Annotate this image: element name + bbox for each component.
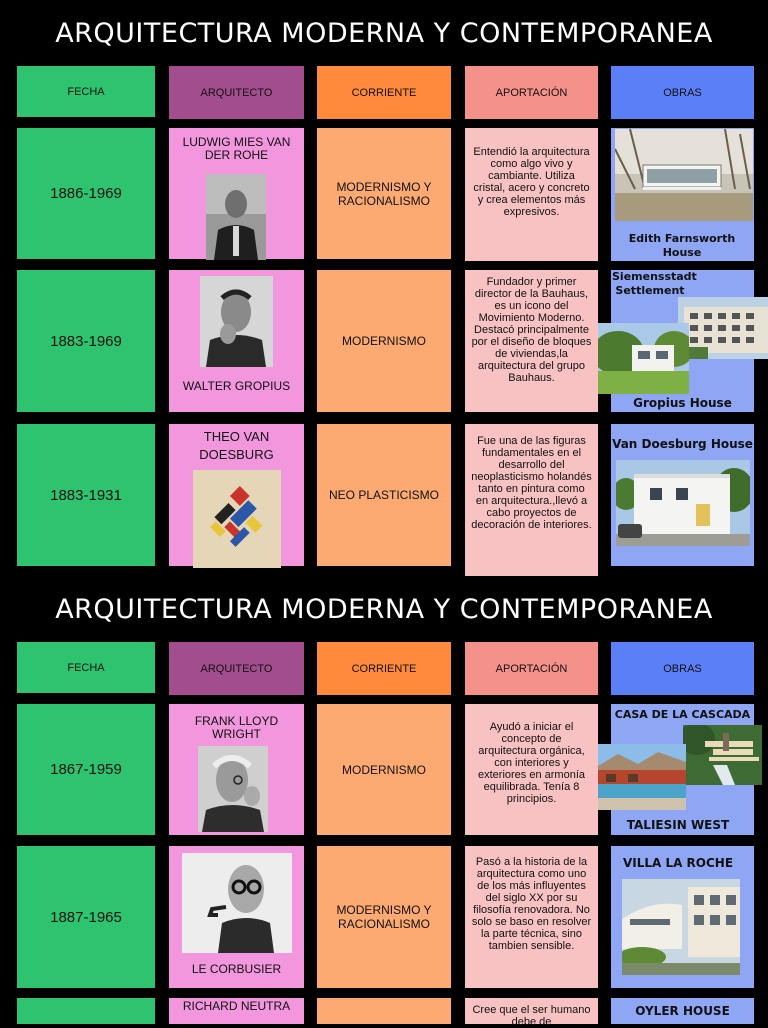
arquitecto-label xyxy=(169,378,304,394)
fecha-cell xyxy=(17,128,155,259)
obra-label: Edith Farnsworth House xyxy=(628,232,736,259)
architect-portrait xyxy=(198,746,268,832)
arquitecto-label xyxy=(169,961,304,977)
corriente-cell xyxy=(317,846,451,988)
aportacion-text: Fue una de las figuras fundamentales en el desarrollo del neoplasticismo holandés tanto en pintura como en arquitectura.,llevó a cabo proyectos de decoración de interiores. xyxy=(471,435,592,531)
fecha-text: 1886-1969 xyxy=(50,185,122,202)
architect-portrait xyxy=(200,276,273,367)
architect-portrait xyxy=(182,853,292,953)
fallingwater-photo xyxy=(683,725,762,785)
aportacion-cell xyxy=(465,424,598,576)
fecha-text: 1883-1969 xyxy=(50,332,122,350)
gropius-house-photo xyxy=(598,323,689,394)
fecha-cell xyxy=(17,424,155,566)
architect-portrait xyxy=(206,174,266,260)
fecha-cell xyxy=(17,270,155,412)
aportacion-cell xyxy=(465,998,598,1028)
villa-la-roche-photo xyxy=(622,879,740,975)
corriente-cell xyxy=(317,424,451,566)
obra-label: CASA DE LA CASCADA xyxy=(614,708,751,721)
fecha-text: 1867-1959 xyxy=(50,761,122,778)
corriente-cell xyxy=(317,270,451,412)
obra-label: Gropius House xyxy=(633,396,732,410)
aportacion-text: Ayudó a iniciar el concepto de arquitectura orgánica, con interiores y exteriores en armonía equilibrada. Tenía 8 principios. xyxy=(478,721,585,805)
corriente-text: NEO PLASTICISMO xyxy=(328,488,440,502)
corriente-cell xyxy=(317,998,451,1024)
arquitecto-name: RICHARD NEUTRA xyxy=(182,999,291,1013)
taliesin-west-photo xyxy=(598,744,686,810)
header-fecha: FECHA xyxy=(17,66,155,117)
arquitecto-name: FRANK LLOYD WRIGHT xyxy=(194,714,279,741)
arquitecto-name: LE CORBUSIER xyxy=(191,961,282,976)
fecha-cell xyxy=(17,998,155,1024)
obra-label: VILLA LA ROCHE xyxy=(622,856,734,870)
aportacion-cell xyxy=(465,270,598,412)
arquitecto-cell xyxy=(169,998,304,1024)
header-fecha: FECHA xyxy=(17,642,155,693)
corriente-text: MODERNISMO xyxy=(342,762,426,777)
fecha-text: 1887-1965 xyxy=(50,908,122,926)
header-arquitecto: ARQUITECTO xyxy=(169,66,304,119)
van-doesburg-house-photo xyxy=(616,460,750,546)
fecha-text: 1883-1931 xyxy=(50,486,122,504)
aportacion-text: Entendió la arquitectura como algo vivo y cambiante. Utiliza cristal, acero y concreto y crea elementos más expresivos. xyxy=(473,146,590,218)
doesburg-artwork xyxy=(193,470,281,568)
fecha-cell xyxy=(17,846,155,988)
farnsworth-house-photo xyxy=(615,129,753,221)
siemensstadt-photo xyxy=(678,297,768,359)
obra-label: OYLER HOUSE xyxy=(635,1004,730,1018)
header-aportacion: APORTACIÓN xyxy=(465,642,598,695)
header-obras: OBRAS xyxy=(611,66,754,119)
page-title: ARQUITECTURA MODERNA Y CONTEMPORANEA xyxy=(55,18,713,49)
corriente-text: MODERNISMO xyxy=(342,334,426,348)
aportacion-cell xyxy=(465,128,598,261)
arquitecto-name: THEO VAN DOESBURG xyxy=(199,429,274,462)
aportacion-text: Pasó a la historia de la arquitectura como uno de los más influyentes del siglo XX por su filosofía renovadora. No solo se baso en resolver la parte técnica, sino tambien sensible. xyxy=(471,856,592,952)
corriente-cell xyxy=(317,128,451,259)
arquitecto-name: LUDWIG MIES VAN DER ROHE xyxy=(182,135,291,162)
fecha-cell xyxy=(17,704,155,835)
obra-label: TALIESIN WEST xyxy=(626,818,730,832)
header-aportacion: APORTACIÓN xyxy=(465,66,598,119)
header-corriente: CORRIENTE xyxy=(317,66,451,119)
header-corriente: CORRIENTE xyxy=(317,642,451,695)
aportacion-text: Fundador y primer director de la Bauhaus, es un icono del Movimiento Moderno. Destacó principalmente por el diseño de bloques de viviendas,la arquitectura del grupo Bauhaus. xyxy=(471,276,592,384)
aportacion-text: Cree que el ser humano debe de xyxy=(472,1004,591,1028)
corriente-text: MODERNISMO Y RACIONALISMO xyxy=(336,903,432,931)
page-title: ARQUITECTURA MODERNA Y CONTEMPORANEA xyxy=(55,594,713,625)
header-obras: OBRAS xyxy=(611,642,754,695)
corriente-cell xyxy=(317,704,451,835)
aportacion-cell xyxy=(465,704,598,835)
corriente-text: MODERNISMO Y RACIONALISMO xyxy=(336,179,432,208)
obra-label: Siemensstadt Settlement xyxy=(612,270,697,297)
header-arquitecto: ARQUITECTO xyxy=(169,642,304,695)
arquitecto-name: WALTER GROPIUS xyxy=(182,378,291,393)
aportacion-cell xyxy=(465,846,598,988)
obra-label: Van Doesburg House xyxy=(612,437,753,451)
